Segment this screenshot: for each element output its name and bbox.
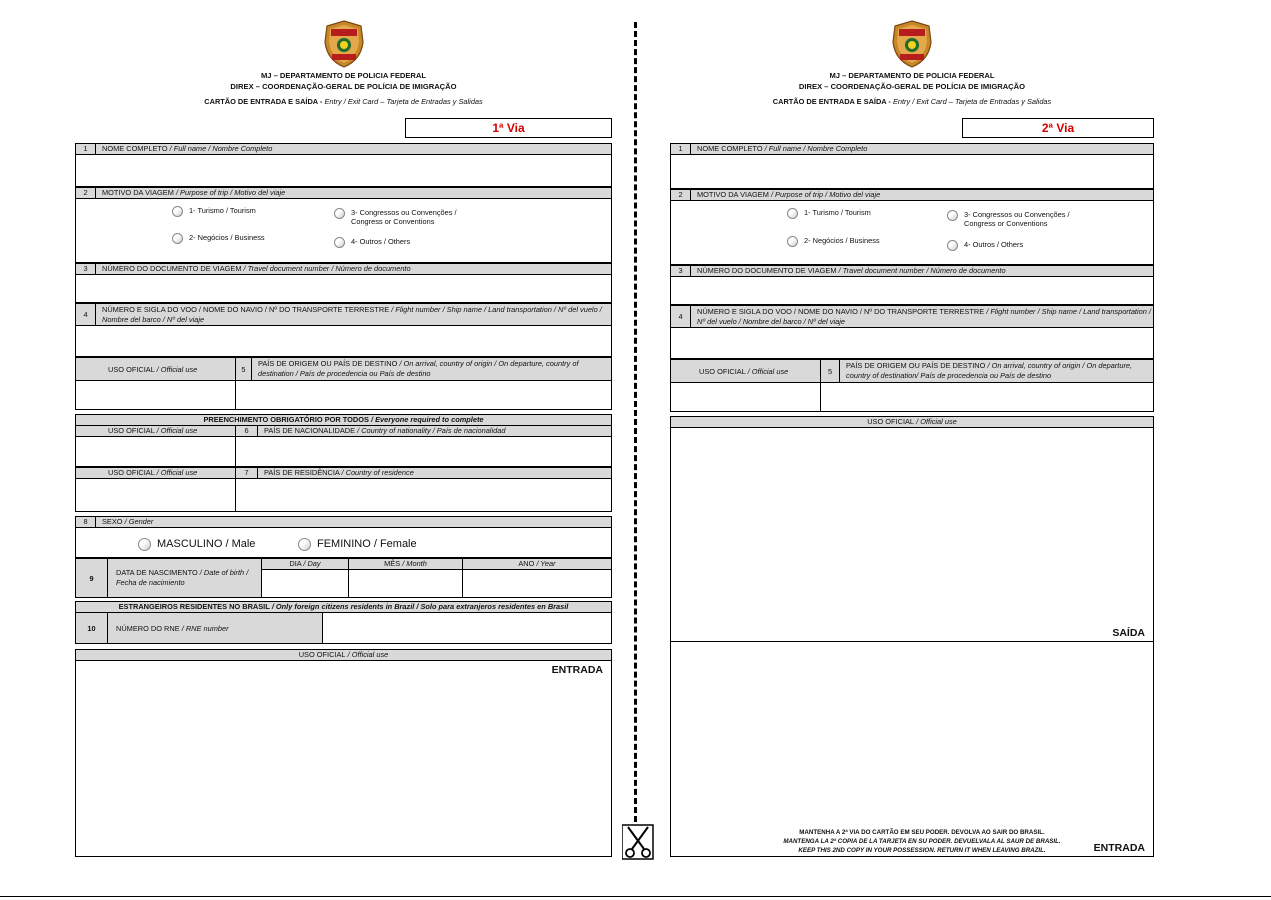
field-flight-number[interactable]: 4 NÚMERO E SIGLA DO VOO / NOME DO NAVIO / Nº DO TRANSPORTE TERRESTRE / Flight number / Ship name / Land transportation / Nº del vuelo / Nombre del barco / Nº del viaje — [670, 305, 1154, 359]
radio-business[interactable]: 2- Negócios / Business — [172, 233, 265, 244]
federal-police-badge-icon — [891, 20, 933, 68]
field-birth-date: 9 DATA DE NASCIMENTO / Date of birth / Fecha de nacimiento DIA / Day MÊS / Month ANO / Year — [75, 558, 612, 598]
field-gender: 8 SEXO / Gender MASCULINO / Male FEMININO / Female — [75, 516, 612, 558]
radio-female[interactable]: FEMININO / Female — [298, 538, 417, 551]
field-residence[interactable]: USO OFICIAL / Official use 7 PAÍS DE RESIDÊNCIA / Country of residence — [75, 467, 612, 512]
field-rne: ESTRANGEIROS RESIDENTES NO BRASIL / Only foreign citizens residents in Brazil / Solo para extranjeros residentes en Brasil 10 NÚMERO DO RNE / RNE number — [75, 601, 612, 644]
official-use-entry — [670, 641, 1154, 857]
official-use-exit: USO OFICIAL / Official use SAÍDA — [670, 416, 1154, 642]
copy-label: 1ª Via — [405, 118, 612, 138]
radio-circle-icon — [138, 538, 151, 551]
rne-input[interactable] — [323, 613, 611, 643]
field-trip-purpose: 2 MOTIVO DA VIAGEM / Purpose of trip / Motivo del viaje 1- Turismo / Tourism 2- Negócios / Business 3- Congressos ou Convenções / Congress or Conventions 4- Outros / Others — [670, 189, 1154, 265]
field-flight-number[interactable]: 4 NÚMERO E SIGLA DO VOO / NOME DO NAVIO / Nº DO TRANSPORTE TERRESTRE / Flight number / Ship name / Land transportation / Nº del vuelo / Nombre del barco / Nº del viaje — [75, 303, 612, 357]
header-line-direx: DIREX – COORDENAÇÃO-GERAL DE POLÍCIA DE IMIGRAÇÃO — [798, 82, 1026, 91]
header-line-department: MJ – DEPARTAMENTO DE POLICIA FEDERAL — [829, 71, 995, 80]
field-full-name[interactable]: 1 NOME COMPLETO / Full name / Nombre Completo — [670, 143, 1154, 189]
official-use-entry: USO OFICIAL / Official use ENTRADA — [75, 649, 612, 857]
field-country-origin-destination[interactable]: USO OFICIAL / Official use 5 PAÍS DE ORIGEM OU PAÍS DE DESTINO / On arrival, country of origin / On departure, country of destination / País de procedencia ou País de destino — [75, 357, 612, 410]
scissors-icon — [622, 824, 654, 860]
radio-circle-icon — [172, 233, 183, 244]
field-trip-purpose: 2 MOTIVO DA VIAGEM / Purpose of trip / Motivo del viaje 1- Turismo / Tourism 2- Negócios / Business 3- Congressos ou Convenções / Congress or Conventions 4- Outros / Others — [75, 187, 612, 263]
header-line-card-title: CARTÃO DE ENTRADA E SAÍDA - Entry / Exit Card – Tarjeta de Entradas y Salidas — [772, 97, 1052, 106]
field-full-name[interactable]: 1 NOME COMPLETO / Full name / Nombre Completo — [75, 143, 612, 187]
copy-label: 2ª Via — [962, 118, 1154, 138]
cut-line — [634, 22, 637, 822]
mandatory-heading: PREENCHIMENTO OBRIGATÓRIO POR TODOS / Everyone required to complete — [75, 414, 612, 425]
radio-others[interactable]: 4- Outros / Others — [947, 240, 1023, 251]
header-line-direx: DIREX – COORDENAÇÃO-GERAL DE POLÍCIA DE IMIGRAÇÃO — [230, 82, 457, 91]
radio-others[interactable]: 4- Outros / Others — [334, 237, 410, 248]
radio-circle-icon — [334, 208, 345, 219]
field-nationality[interactable]: USO OFICIAL / Official use 6 PAÍS DE NACIONALIDADE / Country of nationality / País de nacionalidad — [75, 425, 612, 467]
card-header — [670, 0, 1154, 118]
radio-business[interactable]: 2- Negócios / Business — [787, 236, 880, 247]
radio-circle-icon — [787, 236, 798, 247]
radio-congress[interactable]: 3- Congressos ou Convenções / Congress or Conventions — [334, 208, 457, 226]
radio-congress[interactable]: 3- Congressos ou Convenções / Congress or Conventions — [947, 210, 1070, 228]
page-bottom-rule — [0, 896, 1271, 897]
radio-circle-icon — [334, 237, 345, 248]
radio-circle-icon — [947, 210, 958, 221]
radio-tourism[interactable]: 1- Turismo / Tourism — [787, 208, 871, 219]
entry-card-first-copy — [75, 0, 612, 676]
header-line-department: MJ – DEPARTAMENTO DE POLICIA FEDERAL — [260, 71, 427, 80]
header-line-card-title: CARTÃO DE ENTRADA E SAÍDA - Entry / Exit Card – Tarjeta de Entradas y Salidas — [204, 97, 483, 106]
saida-label: SAÍDA — [1112, 627, 1145, 639]
radio-tourism[interactable]: 1- Turismo / Tourism — [172, 206, 256, 217]
radio-circle-icon — [947, 240, 958, 251]
field-travel-document[interactable]: 3 NÚMERO DO DOCUMENTO DE VIAGEM / Travel document number / Número de documento — [75, 263, 612, 303]
federal-police-badge-icon — [323, 20, 365, 68]
birth-day-input[interactable] — [262, 570, 349, 597]
keep-copy-notice: MANTENHA A 2ª VIA DO CARTÃO EM SEU PODER. DEVOLVA AO SAIR DO BRASIL. MANTENGA LA 2ª COPIA DE LA TARJETA EN SU PODER. DEVUELVALA AL SAUR DE BRASIL. KEEP THIS 2ND COPY IN YOUR POSSESSION. RETURN IT WHEN LEAVING BRAZIL. — [783, 829, 1061, 854]
field-country-origin-destination[interactable]: USO OFICIAL / Official use 5 PAÍS DE ORIGEM OU PAÍS DE DESTINO / On arrival, country of origin / On departure, country of destination/ País de procedencia ou País de destino — [670, 359, 1154, 412]
birth-year-input[interactable] — [463, 570, 611, 597]
birth-month-input[interactable] — [349, 570, 463, 597]
radio-circle-icon — [172, 206, 183, 217]
entrada-label: ENTRADA — [551, 664, 603, 676]
radio-male[interactable]: MASCULINO / Male — [138, 538, 255, 551]
radio-circle-icon — [298, 538, 311, 551]
radio-circle-icon — [787, 208, 798, 219]
field-travel-document[interactable]: 3 NÚMERO DO DOCUMENTO DE VIAGEM / Travel document number / Número de documento — [670, 265, 1154, 305]
entrada-label: ENTRADA — [1093, 842, 1145, 854]
card-header — [75, 0, 612, 118]
entry-card-second-copy — [670, 0, 1154, 854]
